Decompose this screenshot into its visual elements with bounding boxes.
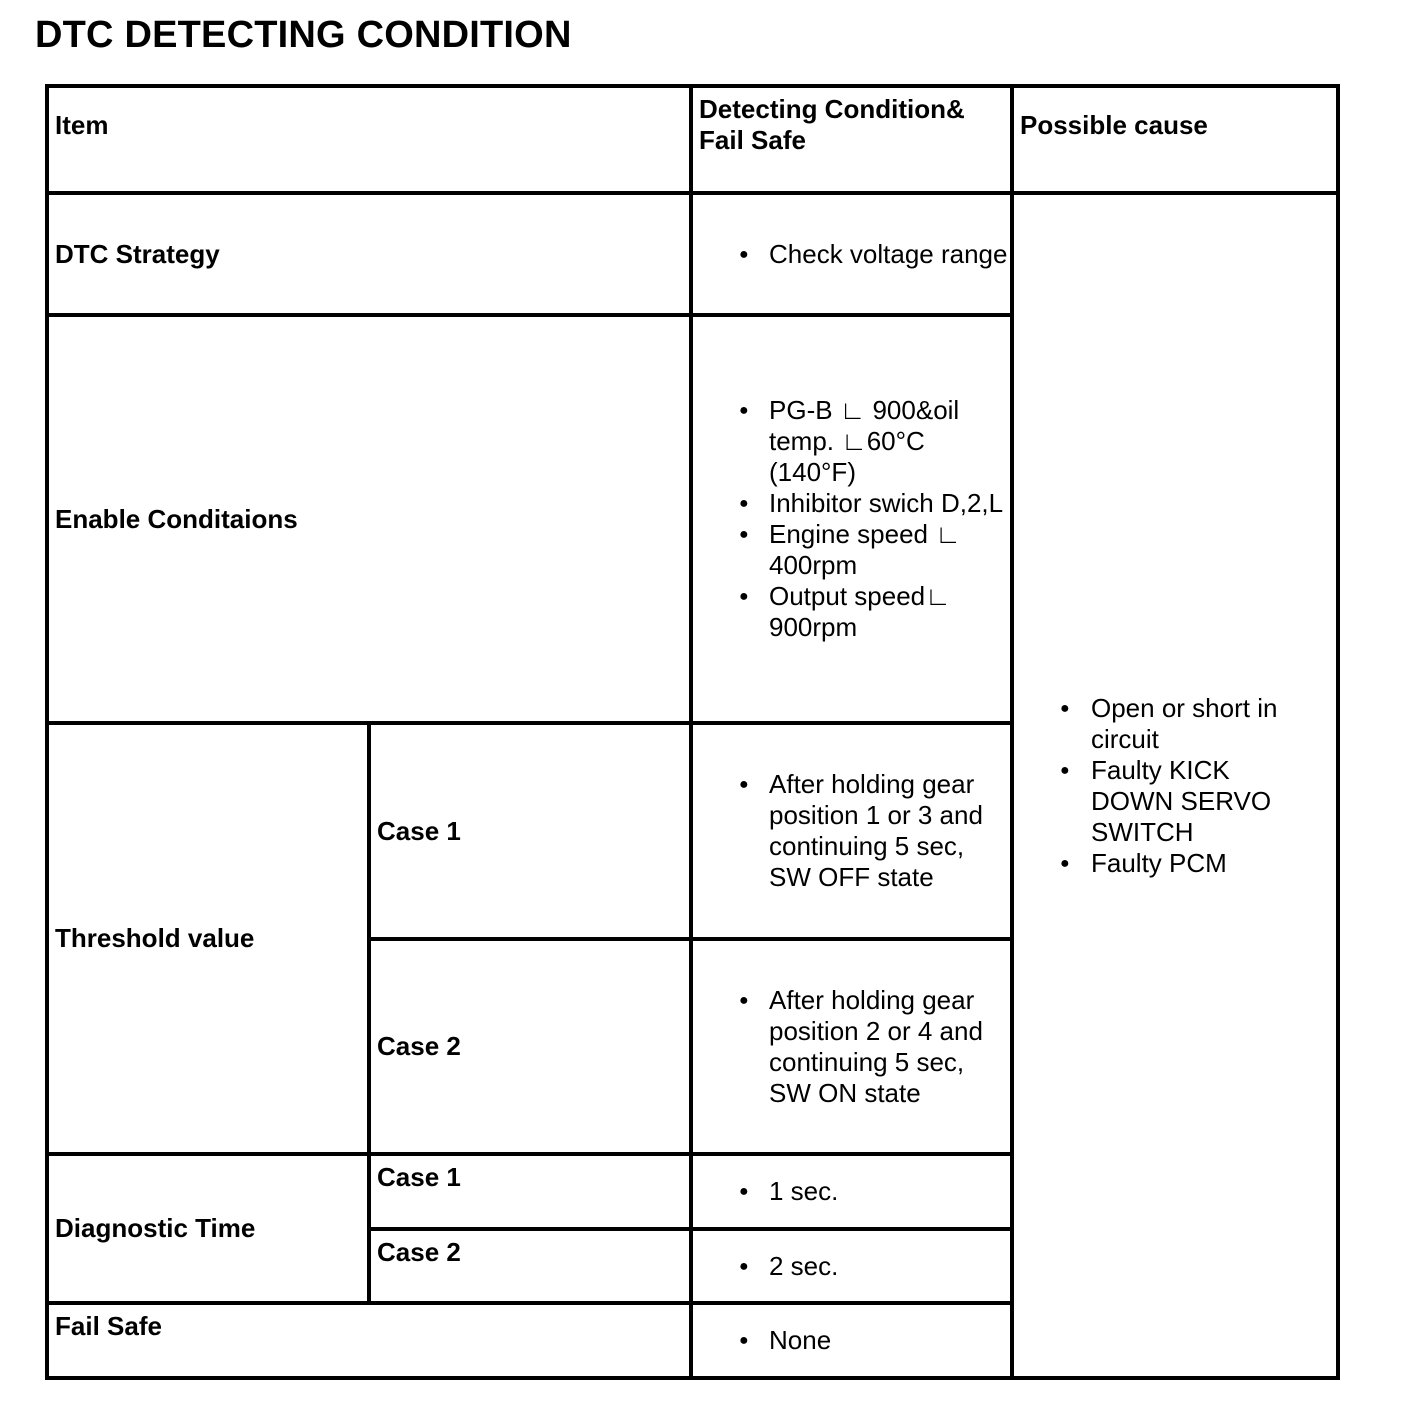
header-item: Item [47,86,691,193]
label-dtc-strategy: DTC Strategy [47,193,691,315]
cause-item: ● Faulty PCM [1020,848,1291,879]
label-enable-conditions: Enable Conditaions [47,315,691,723]
label-threshold-case2: Case 2 [369,939,691,1154]
label-threshold-value: Threshold value [47,723,369,1154]
bullet-item: ● 2 sec. [699,1251,1009,1282]
condition-dtc-strategy [691,193,1012,315]
cause-item: ● Open or short in circuit [1020,693,1291,755]
condition-diagnostic-case1 [691,1154,1012,1229]
page-title: DTC DETECTING CONDITION [35,14,572,56]
label-diagnostic-case1: Case 1 [369,1154,691,1229]
bullet-item: ● None [699,1325,1009,1356]
bullet-item: ● PG-B ∟ 900&oil temp. ∟60°C (140°F) [699,395,1009,488]
possible-cause-cell [1012,193,1338,1378]
label-threshold-case1: Case 1 [369,723,691,939]
dtc-condition-table [45,84,1340,1380]
condition-threshold-case1 [691,723,1012,939]
bullet-item: ● After holding gear position 1 or 3 and continuing 5 sec, SW OFF state [699,769,1009,893]
label-diagnostic-case2: Case 2 [369,1229,691,1303]
header-condition: Detecting Condition& Fail Safe [691,86,1012,193]
bullet-item: ● Check voltage range [699,239,1009,270]
condition-enable [691,315,1012,723]
bullet-item: ● 1 sec. [699,1176,1009,1207]
bullet-item: ● Output speed∟ 900rpm [699,581,1009,643]
label-diagnostic-time: Diagnostic Time [47,1154,369,1303]
bullet-item: ● Inhibitor swich D,2,L [699,488,1009,519]
bullet-item: ● Engine speed ∟ 400rpm [699,519,1009,581]
label-fail-safe: Fail Safe [47,1303,691,1378]
condition-fail-safe [691,1303,1012,1378]
condition-threshold-case2 [691,939,1012,1154]
row-dtc-strategy [47,193,1338,315]
condition-diagnostic-case2 [691,1229,1012,1303]
bullet-item: ● After holding gear position 2 or 4 and continuing 5 sec, SW ON state [699,985,1009,1109]
cause-item: ● Faulty KICK DOWN SERVO SWITCH [1020,755,1291,848]
table-header-row [47,86,1338,193]
header-cause: Possible cause [1012,86,1338,193]
